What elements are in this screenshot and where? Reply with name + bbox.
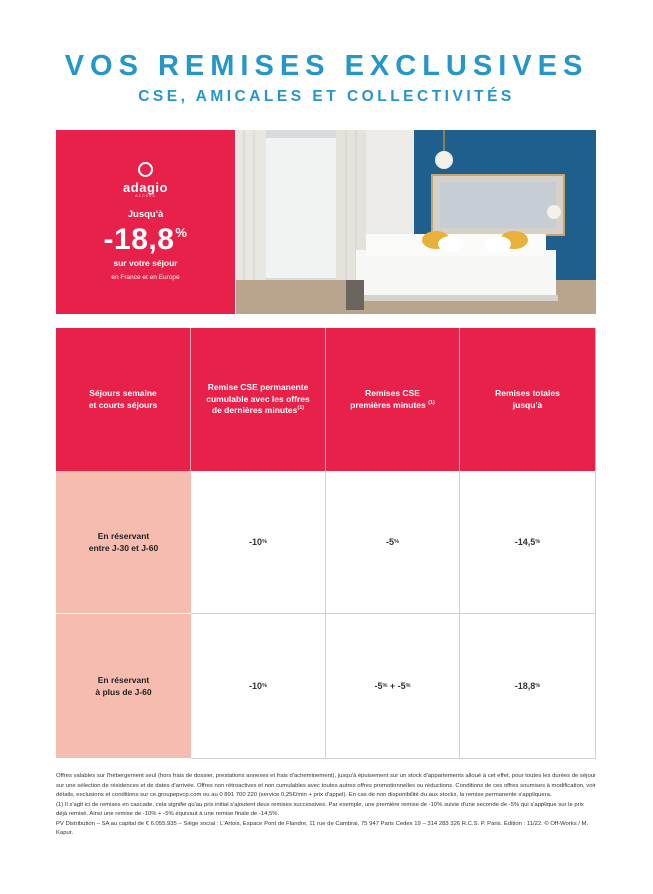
table-cell <box>191 614 326 759</box>
table-header-stay-type <box>56 328 191 471</box>
cell-unit-second: % <box>405 683 411 689</box>
table-row-label <box>56 614 191 759</box>
table-header-total-discount <box>460 328 596 471</box>
footnote-marker: (1) <box>297 405 305 412</box>
table-cell <box>460 614 596 759</box>
table-row-label <box>56 471 191 614</box>
table-cell <box>191 471 326 614</box>
cell-unit: % <box>382 683 388 689</box>
brand-name: adagio <box>123 180 168 195</box>
footnotes <box>56 772 596 839</box>
table-header-early-booking-discount <box>326 328 460 471</box>
table-header-label: Remises totales jusqu'à <box>495 387 560 410</box>
cell-value: -5 <box>386 537 395 547</box>
table-cell <box>326 471 460 614</box>
page-title: VOS REMISES EXCLUSIVES <box>64 50 589 82</box>
row-label-text: En réservant à plus de J-60 <box>95 674 152 697</box>
cell-value-second: + -5 <box>387 681 406 691</box>
footnote-conditions: Offres valables sur l'hébergement seul (hors frais de dossier, prestations annexes et frais d'acheminement), jusqu'à épuisement sur un stock d'appartements alloué à cet effet, pour toutes les durées de séjour sur une sélection de résidences et de dates d'arrivée. Offres non rétroactives et non cumulables avec toutes autres offres promotionnelles ou réductions. Conditions de ces offres soumises à modification, voir détails, exclusions et conditions sur ce.groupepvcp.com ou au 0 891 700 220 (service 0,25€/min + prix d'appel). En cas de non disponibilité du aux stocks, la remise permanente s'appliquera. <box>56 773 596 799</box>
table-header-label <box>206 382 309 418</box>
cell-unit: % <box>262 539 267 545</box>
table-cell <box>460 471 596 614</box>
cell-value: -14,5 <box>514 537 536 547</box>
cell-value: -10 <box>249 681 263 691</box>
hotel-room-photo <box>236 130 596 314</box>
cell-value: -18,8 <box>514 681 536 691</box>
brand-tagline: ACCESS <box>135 194 156 198</box>
footnote-legal: PV Distribution – SA au capital de € 6.055.935 – Siège social : L'Artois, Espace Pont de Flandre, 11 rue de Cambrai, 75 947 Paris Cedex 19 – 314 283 326 R.C.S. P. Paris. Édition : 11/22. © Off-Works / M. Kapur. <box>56 820 589 837</box>
table-header-label <box>350 388 435 412</box>
table-header-text: Remise CSE permanente cumulable avec les offres de dernières minutes <box>206 381 310 416</box>
page-subtitle: CSE, AMICALES ET COLLECTIVITÉS <box>138 88 515 105</box>
promo-discount-value: -18,8 <box>103 223 175 256</box>
table-header-permanent-discount <box>191 328 326 471</box>
promo-discount-unit: % <box>175 225 188 240</box>
footnote-marker: (1) <box>428 399 435 406</box>
adagio-logo-icon <box>138 162 153 177</box>
promo-lead: Jusqu'à <box>127 209 164 220</box>
table-cell <box>326 614 460 759</box>
promo-panel <box>56 130 235 314</box>
cell-unit: % <box>535 539 541 545</box>
promo-discount <box>56 223 235 257</box>
table-header-text: Remises CSE premières minutes <box>350 387 426 410</box>
table-header-label: Séjours semaine et courts séjours <box>88 387 158 410</box>
discount-table <box>56 328 596 759</box>
cell-value: -5 <box>374 681 383 691</box>
promo-area: en France et en Europe <box>111 274 180 281</box>
row-label-text: En réservant entre J-30 et J-60 <box>88 530 159 553</box>
footnote-cascade: (1) Il s'agit ici de remises en cascade, cela signifie qu'au prix initial s'ajoutent deux remises successives. Par exemple, une première remise de -10% suivie d'une seconde de -5% qui s'applique sur le prix déjà remisé. Ainsi une remise de -10% + -5% équivaut à une remise finale de -14,5%. <box>56 801 584 818</box>
cell-value: -10 <box>249 537 263 547</box>
cell-unit: % <box>394 539 399 545</box>
cell-unit: % <box>535 683 541 689</box>
cell-unit: % <box>262 683 267 689</box>
promo-subline: sur votre séjour <box>113 258 178 268</box>
